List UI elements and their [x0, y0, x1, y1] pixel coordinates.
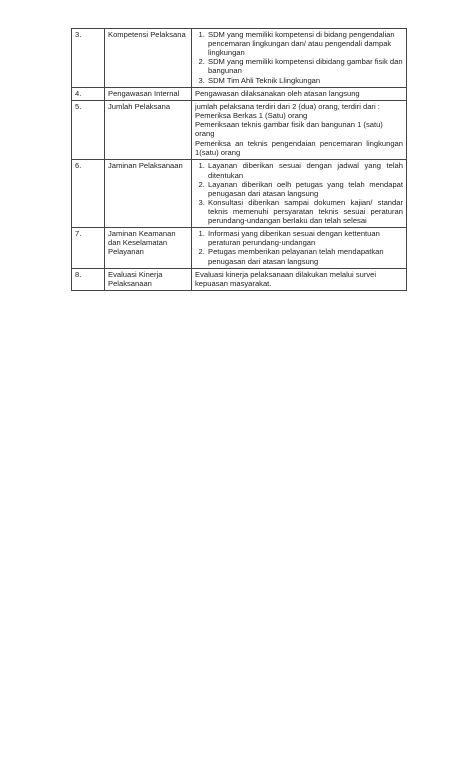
component-name: Jaminan Keamanan dan Keselamatan Pelayanan: [105, 228, 192, 268]
list-item: 3. SDM Tim Ahli Teknik Llingkungan: [207, 76, 403, 85]
component-description: Pengawasan dilaksanakan oleh atasan langsung: [192, 87, 407, 100]
description-line: Pemeriksaan teknis gambar fisik dan bangunan 1 (satu) orang: [195, 119, 383, 139]
row-number: 3.: [72, 29, 105, 88]
row-number: 4.: [72, 87, 105, 100]
description-list: [195, 161, 403, 225]
table-row: [72, 29, 407, 88]
description-line: Pemeriksa Berkas 1 (Satu) orang: [195, 110, 308, 120]
component-name: Jumlah Pelaksana: [105, 100, 192, 160]
row-number: 7.: [72, 228, 105, 268]
row-number: 5.: [72, 100, 105, 160]
table-row: [72, 87, 407, 100]
component-name: Evaluasi Kinerja Pelaksanaan: [105, 268, 192, 290]
component-description: [192, 29, 407, 88]
list-item: 2. Petugas memberikan pelayanan telah mendapatkan penugasan dari atasan langsung: [207, 247, 403, 265]
table-row: [72, 228, 407, 268]
table-row: [72, 160, 407, 228]
component-name: Pengawasan Internal: [105, 87, 192, 100]
component-description: [192, 228, 407, 268]
list-item: 1. Layanan diberikan sesuai dengan jadwal yang telah ditentukan: [207, 161, 403, 179]
description-list: [195, 229, 403, 265]
list-item: 3. Konsultasi diberikan sampai dokumen kajian/ standar teknis memenuhi persyaratan teknis sesuai peraturan perundang-undangan berlaku dan telah selesai: [207, 198, 403, 225]
table-row: [72, 268, 407, 290]
component-name: Jaminan Pelaksanaan: [105, 160, 192, 228]
description-list: [195, 30, 403, 85]
row-number: 6.: [72, 160, 105, 228]
component-description: [192, 160, 407, 228]
list-item: 1. SDM yang memiliki kompetensi di bidang pengendalian pencemaran lingkungan dan/ atau pengendali dampak lingkungan: [207, 30, 403, 57]
service-standard-table: [71, 28, 407, 291]
component-name: Kompetensi Pelaksana: [105, 29, 192, 88]
list-item: 2. SDM yang memiliki kompetensi dibidang gambar fisik dan bangunan: [207, 57, 403, 75]
description-line: Pemeriksa an teknis pengendaian pencemaran lingkungan 1(satu) orang: [195, 139, 403, 158]
component-description: Evaluasi kinerja pelaksanaan dilakukan melalui survei kepuasan masyarakat.: [192, 268, 407, 290]
table-row: [72, 100, 407, 160]
description-line: jumlah pelaksana terdiri dari 2 (dua) orang, terdiri dari :: [195, 101, 380, 111]
list-item: 2. Layanan diberikan oelh petugas yang telah mendapat penugasan dari atasan langsung: [207, 180, 403, 198]
component-description: [192, 100, 407, 160]
list-item: 1. Informasi yang diberikan sesuai dengan kettentuan peraturan perundang-undangan: [207, 229, 403, 247]
row-number: 8.: [72, 268, 105, 290]
